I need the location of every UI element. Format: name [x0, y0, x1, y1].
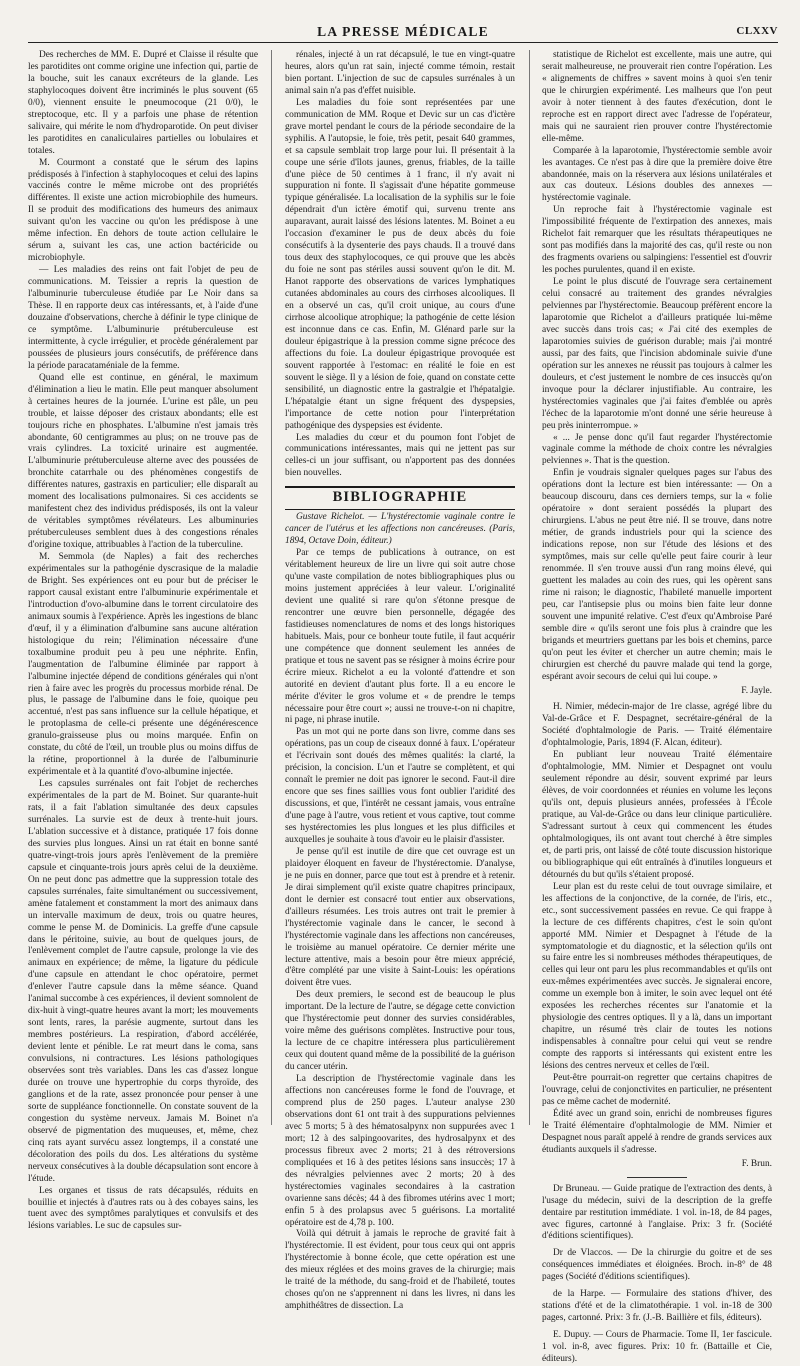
- paragraph: Enfin je voudrais signaler quelques pages sur l'abus des opérations dont la lecture est bien intéressante: — On a beaucoup discouru, dans ces derniers temps, sur la « folie opératoire » dont seraient possédés la plupart des chirurgiens. L'abus ne peut être nié. Il se trouve, dans notre métier, de grands industriels pour qui la science des indications repose, non sur l'étude des lésions et des symptômes, mais sur celle qu'elle peut faire courir à leur renommée. Il s'en trouve aussi d'un rang moins élevé, qui guettent les malades au coin des rues, qui les opèrent sans rime ni raison; le diagnostic, l'habileté manuelle importent peu, car l'antisepsie plus ou moins bien faite leur donne souvent une impunité relative. C'est d'eux qu'Ambroise Paré semble dire « qu'ils seront une fois plus à craindre que les brigands et meurtriers guettans par les bois et chemins, parce qu'on peut les éviter et chercher un autre chemin; mais le chirurgien est cherché du pauvre malade qui tend la gorge, espérant avoir secours de celui qui lui coupe. »: [542, 468, 772, 682]
- paragraph: Par ce temps de publications à outrance, on est véritablement heureux de lire un livre qui soit autre chose qu'une vaste compilation de notes bibliographiques plus ou moins justement appréciées à leur valeur. L'originalité devient une qualité si rare qu'on s'étonne presque de rencontrer une œuvre bien personnelle, dégagée des fastidieuses nomenclatures de noms et des longs historiques habituels. Mais, pour ce bonheur toute futile, il faut acquérir une compétence que donnent seulement les années de pratique et tous ne savent pas se résigner à moins écrire pour écrire mieux. Richelot a eu la volonté d'attendre et son autorité en devient d'autant plus forte. Il a eu encore le mérite d'éviter le gros volume et « de prendre le temps nécessaire pour être court »; aussi ne trouve-t-on ni chapitre, ni page, ni phrase inutile.: [285, 548, 515, 726]
- paragraph: M. Semmola (de Naples) a fait des recherches expérimentales sur la pathogénie dyscrasique de la maladie de Bright. Ses expériences ont eu pour but de préciser le rapport causal existant entre l'albuminurie expérimentale et l'introduction d'ovo-albumine dans le torrent circulatoire des animaux soumis à l'expérience. Après les ingestions de blanc d'œuf, il y a élimination d'albumine sans aucune altération histologique du rein; l'élimination nécessaire d'une toxalbumine produit peu à peu une néphrite. Enfin, l'augmentation de l'albumine éliminée par rapport à l'albumine injectée dépend de conditions générales qui n'ont rien à faire avec les progrès du processus morbide rénal. De plus, le passage de l'albumine dans le foie, quoique peu accentué, n'est pas sans influence sur la cellule hépatique, et le protoplasma de celle-ci présente une dégénérescence granulo-graisseuse plus ou moins marquée. Enfin on constate, du côté de l'œil, un trouble plus ou moins diffus de la rétine, proportionnel à la durée de l'albuminurie expérimentale et à la quantité d'ovo-albumine injectée.: [28, 552, 258, 778]
- bibliography-entry: H. Nimier, médecin-major de 1re classe, agrégé libre du Val-de-Grâce et F. Despagnet, secrétaire-général de la Société d'ophtalmologie de Paris. — Traité élémentaire d'ophtalmologie, Paris, 1894 (F. Alcan, éditeur).: [542, 702, 772, 749]
- paragraph: — Les maladies des reins ont fait l'objet de peu de communications. M. Teissier a repris la question de l'albuminurie tuberculeuse étudiée par Le Noir dans sa Thèse. Il en rapporte deux cas intéressants, et, à l'aide d'une douzaine d'observations, cherche à définir le type clinique de ce symptôme. L'albuminurie prétuberculeuse est intermittente, à cycle irrégulier, et procède généralement par poussées de plusieurs jours consécutifs, de préférence dans la période paracataméniale de la femme.: [28, 265, 258, 371]
- paragraph: Les maladies du foie sont représentées par une communication de MM. Roque et Devic sur un cas d'ictère grave mortel pendant le cours de la période secondaire de la syphilis. A l'autopsie, le foie, très petit, pesait 640 grammes, et sa capsule semblait trop large pour lui. Il présentait à la coupe une série d'îlots jaunes, grenus, friables, de la taille d'une pièce de 50 centimes à 1 franc, il n'y avait ni suppuration ni fonte. Il s'agissait d'une hépatite gommeuse typique généralisée. La localisation de la syphilis sur le foie dépendrait d'un ictère émotif qui, survenu trente ans auparavant, aurait laissé des lésions latentes. M. Boinet a eu l'occasion d'examiner le pus de deux abcès du foie consécutifs à la dysenterie des pays chauds. Il a trouvé dans tous deux des staphylocoques, ce qui prouve que les abcès du foie ne sont pas stériles aussi souvent qu'on le dit. M. Hanot rapporte des observations de varices lymphatiques cutanées abdominales au cours des cirrhoses alcooliques. Il en a observé un cas, qu'il croit unique, au cours d'une cirrhose alcoolique atrophique; la pathogénie de cette lésion est inconnue dans ce cas. Enfin, M. Glénard parle sur la douleur épigastrique à la pression comme signe précoce des affections du foie. La douleur épigastrique provoquée est souvent rapportée à l'estomac: en réalité le foie en est souvent le siège. Il y a lésion de foie, quand on constate cette sensibilité, un diagnostic entre la gastralgie et l'hépatalgie. L'hépatalgie étant un signe fréquent des dyspepsies, l'importance de cette notion pour l'interprétation pathogénique des dyspepsies est évidente.: [285, 97, 515, 431]
- paragraph: Voilà qui détruit à jamais le reproche de gravité fait à l'hystérectomie. Il est évident, pour tous ceux qui ont appris l'hystérectomie à bonne école, que cette opération est une des mieux réglées et des moins graves de la chirurgie; mais le traité de la méthode, du sang-froid et de l'habileté, toutes choses qu'on ne s'apprennent ni dans les livres, ni dans les amphithéâtres de dissection. La: [285, 1229, 515, 1312]
- divider: [627, 1177, 687, 1178]
- paragraph: Des deux premiers, le second est de beaucoup le plus important. De la lecture de l'autre, se dégage cette conviction que l'hystérectomie peut donner des survies considérables, voire même des guérisons complètes. Instructive pour tous, la lecture de ce chapitre intéressera plus particulièrement ceux qui doutent quand même de la possibilité de la guérison du cancer utérin.: [285, 990, 515, 1073]
- paragraph: statistique de Richelot est excellente, mais une autre, qui serait malheureuse, ne prouverait rien contre l'opération. Les « alignements de chiffres » savent moins à quoi s'en tenir que le chirurgien expérimenté. Les malheurs que l'on peut avoir à noter tiennent à des fautes d'exécution, dont le reproche est en rapport direct avec l'adresse de l'opérateur, mais qui ne sauraient rien prouver contre l'hystérectomie elle-même.: [542, 50, 772, 144]
- section-rule: [285, 486, 515, 488]
- paragraph: M. Courmont a constaté que le sérum des lapins prédisposés à l'infection à staphylocoques et celui des lapins vaccinés contre le même microbe ont des propriétés différentes. Il existe une action microbiophile des humeurs. Il se produit des modifications des humeurs des animaux suivant qu'on les vaccine ou qu'on les prédispose à une même infection. En dehors de toute action cellulaire le sérum a, suivant les cas, une action bactéricide ou microbiophyle.: [28, 157, 258, 264]
- paragraph: Comparée à la laparotomie, l'hystérectomie semble avoir les avantages. Ce n'est pas à dire que la première doive être abandonnée, mais on la réservera aux lésions unilatérales et aux cas douteux. Lésions doubles des annexes — hystérectomie vaginale.: [542, 145, 772, 204]
- paragraph: Les maladies du cœur et du poumon font l'objet de communications intéressantes, mais qui ne jettent pas sur celles-ci un jour suffisant, ou n'apportent pas des données bien nouvelles.: [285, 432, 515, 479]
- column-2: [285, 50, 515, 1312]
- review-signature: F. Jayle.: [741, 685, 772, 696]
- bibliography-entry: Gustave Richelot. — L'hystérectomie vaginale contre le cancer de l'utérus et les affections non cancéreuses. (Paris, 1894, Octave Doin, éditeur.): [285, 512, 515, 547]
- paragraph: rénales, injecté à un rat décapsulé, le tue en vingt-quatre heures, alors qu'un rat sain, injecté comme témoin, restait bien portant. L'injection de suc de capsules surrénales à un animal sain n'a pas d'effet nuisible.: [285, 50, 515, 96]
- paragraph: Le point le plus discuté de l'ouvrage sera certainement celui consacré au traitement des grandes névralgies pelviennes par l'hystérectomie. Beaucoup préfèrent encore la laparotomie que Richelot a d'ailleurs pratiquée lui-même avec succès dans trois cas; « J'ai cité des exemples de laparotomies suivies de guérison durable; mais j'ai montré aussi, par des faits, que l'incision abdominale suivie d'une opération sur les annexes ne réussit pas toujours à calmer les douleurs, et c'est justement le nombre de ces insuccès qu'on invoque pour la déclarer injustifiable. Au contraire, les hystérectomies vaginales que j'ai faites d'emblée ou après l'échec de la laparotomie m'ont donné une série heureuse à peu près ininterrompue. »: [542, 277, 772, 431]
- book-notice: de la Harpe. — Formulaire des stations d'hiver, des stations d'été et de la climatothérapie. 1 vol. in-18 de 300 pages, cartonné. Prix: 3 fr. (J.-B. Baillière et fils, éditeurs).: [542, 1289, 772, 1324]
- paragraph: « ... Je pense donc qu'il faut regarder l'hystérectomie vaginale comme la méthode de choix contre les névralgies pelviennes ». That is the question.: [542, 432, 772, 467]
- book-notice: Dr Bruneau. — Guide pratique de l'extraction des dents, à l'usage du médecin, suivi de la description de la greffe dentaire par restitution immédiate. 1 vol. in-18, de 84 pages, avec figures, cartonné à l'anglaise. Prix: 3 fr. (Société d'éditions scientifiques).: [542, 1183, 772, 1242]
- column-separator: [529, 50, 530, 1125]
- review-signature: F. Brun.: [741, 1158, 772, 1169]
- page-header: [28, 24, 778, 42]
- paragraph: Édité avec un grand soin, enrichi de nombreuses figures le Traité élémentaire d'ophtalmologie de MM. Nimier et Despagnet nous paraît appelé à rendre de grands services aux étudiants auxquels il s'adresse.: [542, 1108, 772, 1155]
- paragraph: Peut-être pourrait-on regretter que certains chapitres de l'ouvrage, celui de conjonctivites en particulier, ne présentent pas ce même cachet de modernité.: [542, 1073, 772, 1107]
- paragraph: Leur plan est du reste celui de tout ouvrage similaire, et les affections de la conjonctive, de la cornée, de l'iris, etc., etc., sont successivement passées en revue. Ce qui frappe à la lecture de ces différents chapitres, c'est le soin qu'ont apporté MM. Nimier et Despagnet à l'étude de la symptomatologie et du diagnostic, et la sélection qu'ils ont su faire entre les si nombreuses méthodes thérapeutiques, de celles qui leur ont paru les plus recommandables et qu'ils ont eux-mêmes expérimentées avec succès. Je signalerai encore, comme un exemple bon à imiter, le soin avec lequel ont été exposées les recherches récentes sur l'anatomie et la physiologie des centres optiques. Il y a là, dans un important chapitre, un résumé très clair de toutes les notions indispensables à connaître pour celui qui veut se rendre compte des rapports si intéressants qui existent entre les lésions des centres nerveux et celles de l'œil.: [542, 881, 772, 1072]
- column-1: [28, 50, 258, 1232]
- paragraph: Les organes et tissus de rats décapsulés, réduits en bouillie et injectés à d'autres rats ou à des cobayes sains, les tuent avec des symptômes paralytiques et convulsifs et des lésions variables. Le suc de capsules sur-: [28, 1185, 258, 1232]
- book-notice: Dr de Vlaccos. — De la chirurgie du goitre et de ses conséquences immédiates et éloignées. Broch. in-8° de 48 pages (Société d'éditions scientifiques).: [542, 1248, 772, 1283]
- section-rule: [285, 509, 515, 510]
- bibliography-heading: BIBLIOGRAPHIE: [332, 489, 468, 506]
- journal-title: LA PRESSE MÉDICALE: [317, 24, 489, 39]
- paragraph: La description de l'hystérectomie vaginale dans les affections non cancéreuses forme le fond de l'ouvrage, et comprend plus de 250 pages. L'auteur analyse 230 observations dont 61 ont trait à des suppurations pelviennes avec 5 morts; 5 à des hématosalpynx non suppurées avec 1 mort; 12 à des salpingoovarites, des hydrosalpynx et des processus fibreux avec 2 morts; 21 à des rétroversions compliquées et 16 à des petites lésions sans insuccès; 17 à des névralgies pelviennes avec 2 morts; 20 à des hystérectomies vaginales secondaires à la castration ovarienne sans décès; 44 à des fibromes utérins avec 1 mort; enfin 5 à des prolapsus avec 5 guérisons. La mortalité opératoire est de 4,78 p. 100.: [285, 1074, 515, 1228]
- paragraph: Je pense qu'il est inutile de dire que cet ouvrage est un plaidoyer éloquent en faveur de l'hystérectomie. D'analyse, je ne puis en donner, parce que tout est à prendre et à retenir. Je dirai simplement qu'il existe quatre chapitres principaux, dont le dernier est consacré tout entier aux observations, d'ailleurs résumées. Les trois autres ont trait le premier à l'hystérectomie vaginale dans le cancer, le second à l'hystérectomie vaginale dans les affections non cancéreuses, le troisième au manuel opératoire. Ce dernier mérite une lecture attentive, mais a besoin pour être mieux apprécié, d'être complété par une visite à Saint-Louis: les opérations doivent être vues.: [285, 846, 515, 989]
- column-separator: [271, 50, 272, 1125]
- header-rule: [28, 42, 778, 43]
- paragraph: En publiant leur nouveau Traité élémentaire d'ophtalmologie, MM. Nimier et Despagnet ont voulu seulement répondre au désir, souvent exprimé par leurs élèves, de voir coordonnées et réunies en volume les leçons qu'ils ont, depuis plusieurs années, professées à l'École pratique, au Val-de-Grâce ou dans leur clinique particulière. S'adressant surtout à ceux qui commencent les études ophtalmologiques, ils ont avant tout cherché à être simples et, de parti pris, ont laissé de côté toute discussion historique ou bibliographique qui eût entraînés à d'inutiles longueurs et détournés du but qu'ils s'étaient proposé.: [542, 750, 772, 880]
- paragraph: Quand elle est continue, en général, le maximum d'élimination a lieu le matin. Elle peut manquer absolument à certaines heures de la journée. L'urine est pâle, un peu trouble, et laisse déposer des cristaux abondants; elle est toujours riche en phosphates. L'albumine n'est jamais très abondante, 60 centigrammes au plus; on ne trouve pas de vrais cylindres. La toxicité urinaire est augmentée. L'albuminurie prétuberculeuse alterne avec des poussées de bronchite catarrhale ou des phénomènes congestifs de différentes natures, gastraxis en particulier; elle disparaît au moment des localisations pulmonaires. Si ces accidents se manifestent chez des individus prédisposés, ils ont la valeur de véritables symptômes révélateurs. Les albuminuries prétuberculeuses semblent dues à des congestions rénales d'origine toxique, attribuables à l'action de la tuberculine.: [28, 372, 258, 551]
- book-notice: E. Dupuy. — Cours de Pharmacie. Tome II, 1er fascicule. 1 vol. in-8, avec figures. Prix: 10 fr. (Battaille et Cie, éditeurs).: [542, 1330, 772, 1365]
- page-number: CLXXV: [736, 25, 778, 37]
- paragraph: Les capsules surrénales ont fait l'objet de recherches expérimentales de la part de M. Boinet. Sur quarante-huit rats, il a fait l'ablation simultanée des deux capsules surrénales. La survie est de deux à trente-huit jours. L'ablation successive et à distance, pratiquée 17 fois donne des survies plus longues. Ainsi un rat était en bonne santé quatre-vingt-trois jours après l'enlèvement de la première capsule et cinquante-trois jours après celui de la deuxième. On ne peut donc pas admettre que la suppression totale des capsules surrénales, faite simultanément ou successivement, amène fatalement et constamment la mort des animaux dans un intervalle maximum de deux, trois ou quatre heures, comme le pense M. de Dominicis. La greffe d'une capsule dans le péritoine, suivie, au bout de quelques jours, de l'enlèvement complet de l'autre capsule, prolonge la vie des animaux en expérience; de même, la ligature du pédicule d'une capsule en attendant le choc opératoire, permet d'enlever l'autre capsule dans la même séance. Quand l'animal succombe à ces expériences, il devient somnolent de dix-huit à vingt-quatre heures avant la mort; les mouvements sont lents, rares, la parésie augmente, surtout dans les membres postérieurs. La respiration, d'abord accélérée, devient lente et pénible. Le rat meurt dans le coma, sans convulsions, ni contractures. Les lésions pathologiques observées sont très variables. Dans les cas d'assez longue durée on trouve une hypertrophie du corps thyroïde, des ganglions et de la rate, assez prononcée pour penser à une sorte de suppléance fonctionnelle. On constate souvent de la congestion du système nerveux. Jamais M. Boinet n'a observé de pigmentation des muqueuses, et, même, chez cinq rats ayant survécu assez longtemps, il a constaté une décoloration des poils du dos. Les altérations du système nerveux consécutives à la double décapsulation sont encore à l'étude.: [28, 779, 258, 1184]
- paragraph: Des recherches de MM. E. Dupré et Claisse il résulte que les parotidites ont comme origine une infection qui, partie de la bouche, suit les canaux excréteurs de la glande. Les staphylocoques doivent être incriminés le plus souvent (65 0/0), viennent ensuite le pneumocoque (21 0/0), le streptocoque, etc. Il y a parfois une phase de rétention salivaire, qui mérite le nom d'hydroparotide. On peut diviser les parotidites en canaliculaires partielles ou lobulaires et totales.: [28, 50, 258, 156]
- column-3: [542, 50, 772, 1365]
- paragraph: Un reproche fait à l'hystérectomie vaginale est l'impossibilité fréquente de l'extirpation des annexes, mais Richelot fait remarquer que les résultats thérapeutiques ne sont pas modifiés dans la majorité des cas, qu'il reste ou non des fragments ovariens ou salpingiens: l'essentiel est d'ouvrir les poches purulentes, quand il en existe.: [542, 205, 772, 276]
- paragraph: Pas un mot qui ne porte dans son livre, comme dans ses opérations, pas un coup de ciseaux donné à faux. L'opérateur et l'écrivain sont doués des mêmes qualités: la clarté, la précision, la concision. L'un et l'autre se complètent, et qui connaît le premier ne doit pas ignorer le second. Faut-il dire encore que ses fines saillies vous font oublier l'aridité des discussions, et que, l'intérêt ne cessant jamais, vous entraîne d'une page à l'autre, vous retient et vous captive, tout comme ses hystérectomies les plus longues et les plus difficiles et auxquelles je souhaite à tous d'avoir eu le plaisir d'assister.: [285, 727, 515, 845]
